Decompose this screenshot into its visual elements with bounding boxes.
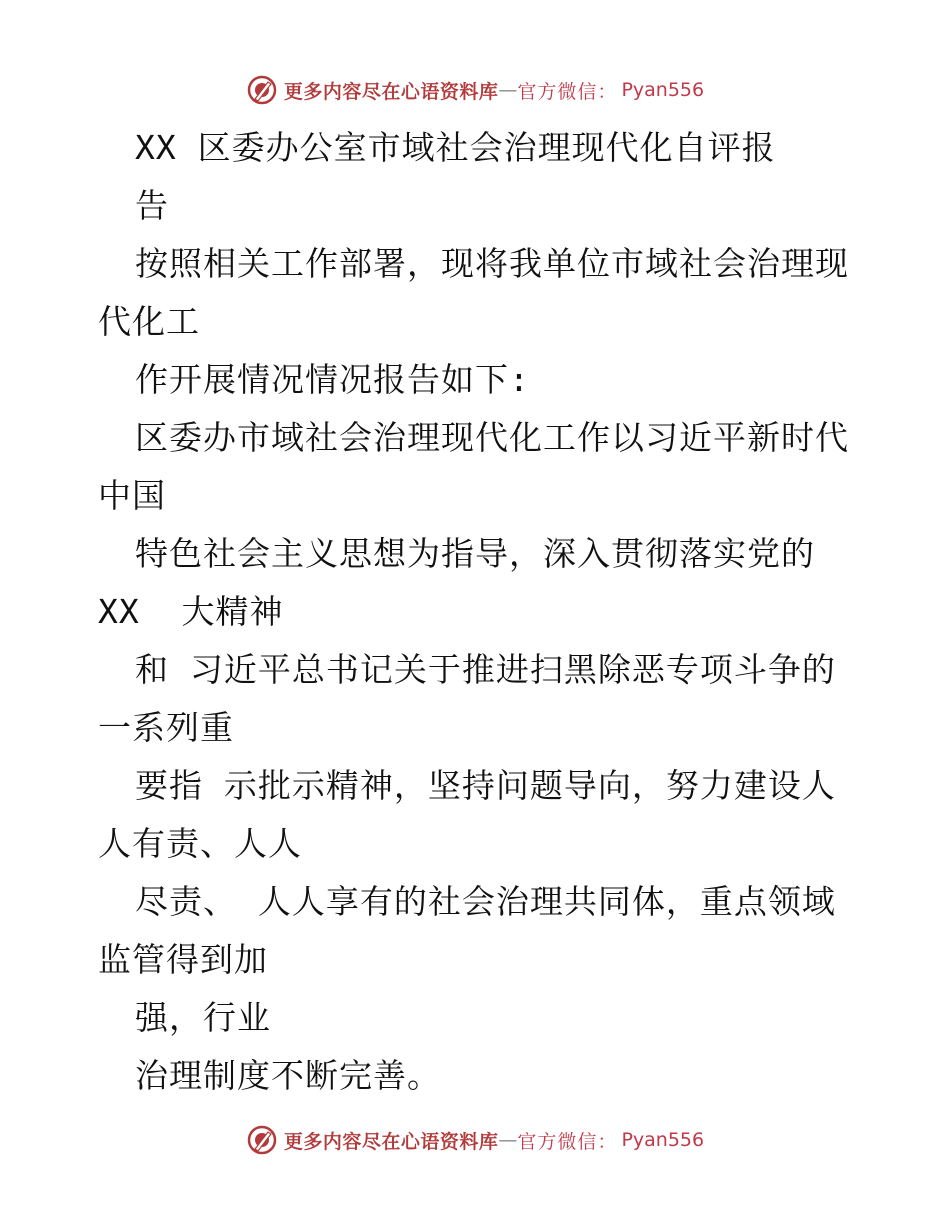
doc-line: 一系列重: [98, 708, 234, 747]
footer-banner: [0, 1120, 950, 1160]
banner-dash: —: [498, 79, 518, 101]
doc-line: 中国: [98, 476, 166, 515]
doc-line: XX 大精神: [98, 592, 284, 631]
doc-line: 尽责、 人人享有的社会治理共同体，重点领域: [135, 882, 836, 921]
pen-logo-icon: [246, 1124, 278, 1156]
pen-logo-icon: [246, 74, 278, 106]
doc-line: 要指 示批示精神，坚持问题导向，努力建设人: [135, 766, 836, 805]
doc-line: 按照相关工作部署，现将我单位市域社会治理现: [135, 244, 849, 283]
banner-wechat-id: Pyan556: [621, 79, 705, 101]
doc-line: 强，行业: [135, 998, 271, 1037]
banner-wechat-id: Pyan556: [621, 1129, 705, 1151]
doc-line: 特色社会主义思想为指导，深入贯彻落实党的: [135, 534, 815, 573]
banner-main-text: 更多内容尽在心语资料库: [283, 80, 499, 103]
doc-line-title: XX 区委办公室市域社会治理现代化自评报: [135, 128, 776, 167]
banner-wechat-label: 官方微信：: [517, 1130, 618, 1153]
header-banner: [0, 70, 950, 110]
doc-line: 人有责、人人: [98, 824, 302, 863]
doc-line: 监管得到加: [98, 940, 268, 979]
doc-line: 代化工: [98, 302, 200, 341]
doc-line: 作开展情况情况报告如下:: [135, 360, 530, 399]
doc-line: 治理制度不断完善。: [135, 1056, 441, 1095]
doc-line-title-cont: 告: [135, 186, 169, 225]
banner-wechat-label: 官方微信：: [517, 80, 618, 103]
doc-line: 区委办市域社会治理现代化工作以习近平新时代: [135, 418, 849, 457]
banner-dash: —: [498, 1129, 518, 1151]
banner-main-text: 更多内容尽在心语资料库: [283, 1130, 499, 1153]
doc-line: 和 习近平总书记关于推进扫黑除恶专项斗争的: [135, 650, 836, 689]
